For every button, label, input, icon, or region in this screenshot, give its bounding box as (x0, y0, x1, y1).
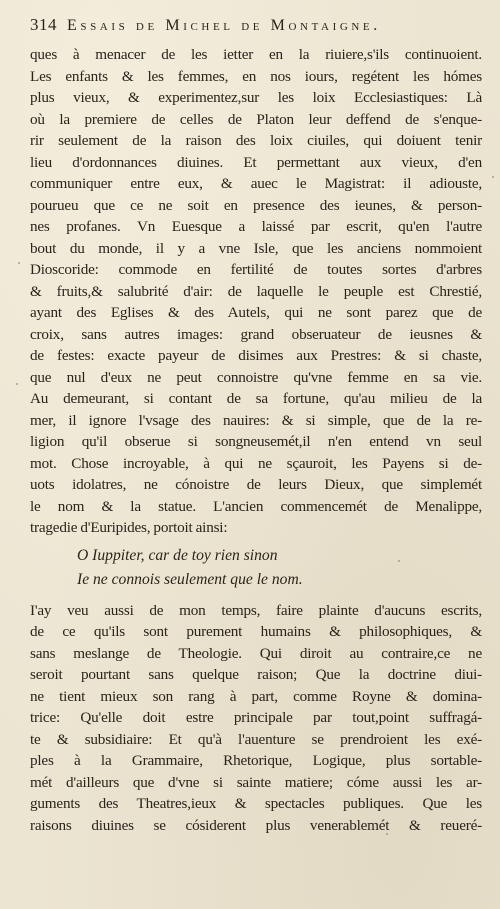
text-line: tragedie d'Euripides, portoit ainsi: (30, 519, 228, 536)
text-line: croix, sans autres images: grand obseruateur de ieusnes & (30, 325, 482, 343)
paper-speck (16, 383, 18, 385)
text-line: que nul d'eux ne peut connoistre qu'vne femme en sa vie. (30, 368, 482, 386)
text-line: ligion qu'il obserue si songneusemét,il n'en entend vn seul (30, 433, 482, 450)
text-line: mer, il ignore l'vsage des nauires: & si simple, que de la re- (30, 411, 482, 429)
verse-line: O Iuppiter, car de toy rien sinon (77, 546, 278, 564)
text-line: communiquer entre eux, & auec le Magistrat: il adiouste, (30, 175, 482, 192)
page-number: 314 (30, 15, 57, 34)
text-line: bout du monde, il y a vne Isle, que les anciens nommoient (30, 239, 482, 257)
text-line: sans meslange de Theologie. Qui diroit au contraire,ce ne (30, 644, 482, 662)
text-line: seroit pourtant sans quelque raison; Que la doctrine diui- (30, 666, 482, 683)
text-line: Les enfants & les femmes, en nos iours, regétent les hómes (30, 67, 482, 85)
text-line: plus vieux, & experimentez,sur les loix Ecclesiastiques: Là (30, 89, 482, 106)
text-line: mét d'ailleurs que d'vne si sainte matiere; cóme aussi les ar- (30, 773, 482, 791)
text-line: où la premiere de celles de Platon leur deffend de s'enque- (30, 110, 482, 128)
paper-speck (398, 560, 400, 562)
text-line: mot. Chose incroyable, à qui ne sçauroit, les Payens si de- (30, 454, 482, 472)
running-head (30, 15, 485, 35)
text-line: te & subsidiaire: Et qu'à l'auenture se prendroient les exé- (30, 730, 482, 748)
body-text (30, 44, 482, 836)
text-line: guments des Theatres,ieux & spectacles publiques. Que les (30, 795, 482, 812)
text-line: lieu d'ordonnances diuines. Et permettant aux vieux, d'en (30, 153, 482, 171)
text-line: raisons diuines se cósiderent plus venerablemét & reueré- (30, 816, 482, 834)
text-line: Au demeurant, si contant de sa fortune, qu'au milieu de la (30, 390, 482, 407)
text-line: ne tient mieux son rang à part, comme Royne & domina- (30, 687, 482, 705)
text-line: nes profanes. Vn Euesque a laissé par escrit, qu'en l'autre (30, 218, 482, 235)
text-line: le nom & la statue. L'ancien commencemét de Menalippe, (30, 497, 482, 515)
text-line: de ce qu'ils sont purement humains & philosophiques, & (30, 623, 482, 640)
running-head-title: Essais de Michel de Montaigne. (67, 17, 381, 34)
text-line: rir seulement de la raison des loix ciuiles, qui doiuent tenir (30, 132, 482, 149)
verse-quotation (30, 544, 482, 592)
text-line: trice: Qu'elle doit estre principale par tout,point suffragá- (30, 709, 482, 726)
text-line: ples à la Grammaire, Rhetorique, Logique, plus sortable- (30, 752, 482, 769)
text-line: Dioscoride: commode en fertilité de toutes sortes d'arbres (30, 261, 482, 278)
paper-speck (386, 833, 388, 835)
text-line: ayant des Eglises & des Autels, qui ne sont parez que de (30, 304, 482, 321)
paper-speck (18, 262, 20, 264)
text-line: pourueu que ce ne soit en presence des ieunes, & person- (30, 196, 482, 214)
text-line: uots idolatres, ne cónoistre de leurs Dieux, que simplemét (30, 476, 482, 493)
text-line: & fruits,& salubrité d'air: de laquelle le peuple est Chrestié, (30, 282, 482, 300)
text-line: de festes: exacte payeur de disimes aux Prestres: & si chaste, (30, 347, 482, 364)
text-line: ques à menacer de les ietter en la riuiere,s'ils continuoient. (30, 46, 482, 63)
verse-line: Ie ne connois seulement que le nom. (77, 570, 303, 588)
paper-speck (492, 176, 494, 178)
text-line: I'ay veu aussi de mon temps, faire plainte d'aucuns escrits, (30, 601, 482, 619)
